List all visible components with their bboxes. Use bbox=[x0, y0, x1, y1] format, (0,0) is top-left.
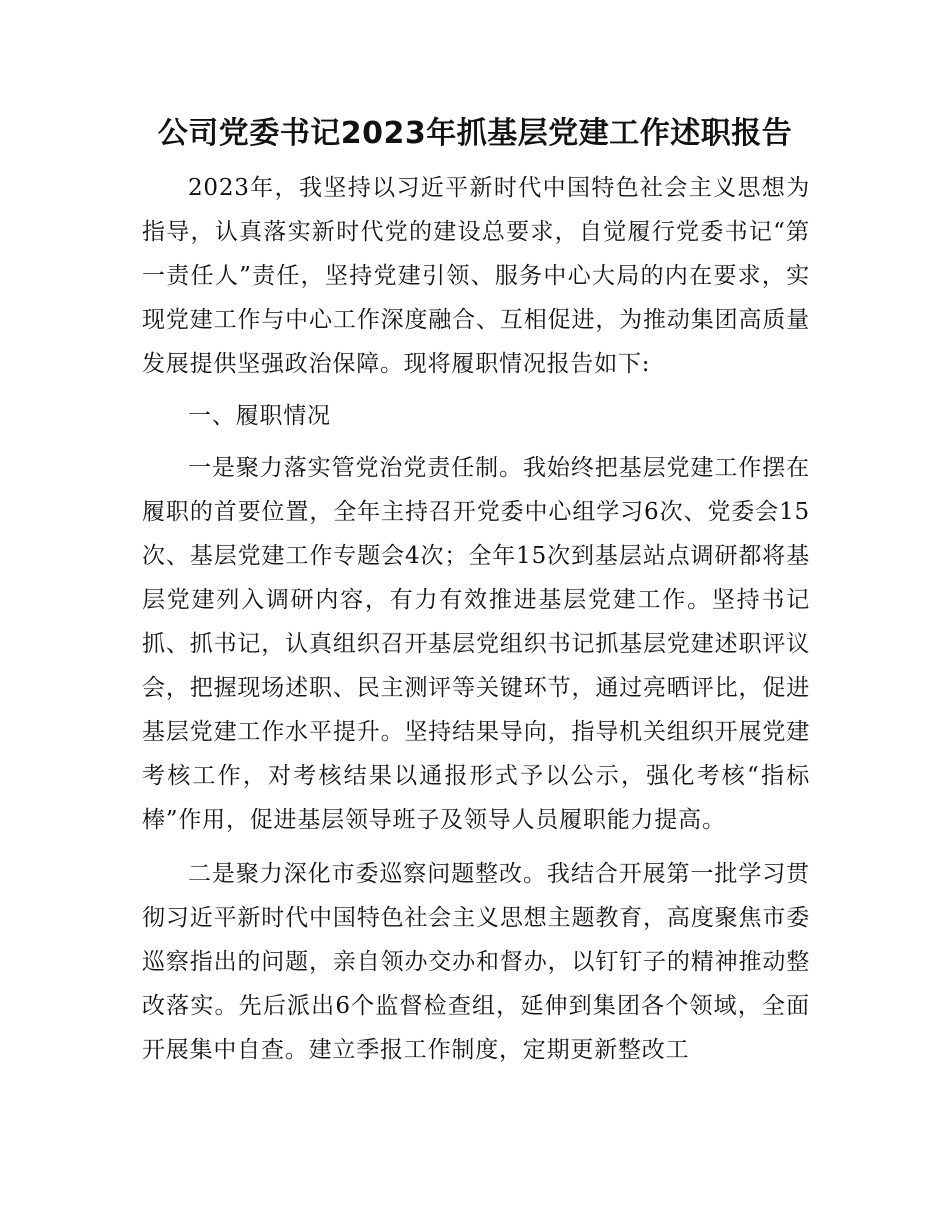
document-body bbox=[142, 166, 810, 1072]
document-title: 公司党委书记2023年抓基层党建工作述职报告 bbox=[157, 116, 793, 151]
item-one-paragraph: 一是聚力落实管党治党责任制。我始终把基层党建工作摆在履职的首要位置，全年主持召开党委中心组学习6次、党委会15次、基层党建工作专题会4次；全年15次到基层站点调研都将基层党建列入调研内容，有力有效推进基层党建工作。坚持书记抓、抓书记，认真组织召开基层党组织书记抓基层党建述职评议会，把握现场述职、民主测评等关键环节，通过亮晒评比，促进基层党建工作水平提升。坚持结果导向，指导机关组织开展党建考核工作，对考核结果以通报形式予以公示，强化考核“指标棒”作用，促进基层领导班子及领导人员履职能力提高。 bbox=[142, 455, 810, 833]
item-two-paragraph: 二是聚力深化市委巡察问题整改。我结合开展第一批学习贯彻习近平新时代中国特色社会主义思想主题教育，高度聚焦市委巡察指出的问题，亲自领办交办和督办，以钉钉子的精神推动整改落实。先后派出6个监督检查组，延伸到集团各个领域，全面开展集中自查。建立季报工作制度，定期更新整改工 bbox=[142, 861, 810, 1063]
intro-paragraph: 2023年，我坚持以习近平新时代中国特色社会主义思想为指导，认真落实新时代党的建设总要求，自觉履行党委书记“第一责任人”责任，坚持党建引领、服务中心大局的内在要求，实现党建工作与中心工作深度融合、互相促进，为推动集团高质量发展提供坚强政治保障。现将履职情况报告如下: bbox=[142, 175, 810, 377]
section-heading: 一、履职情况 bbox=[188, 403, 331, 429]
